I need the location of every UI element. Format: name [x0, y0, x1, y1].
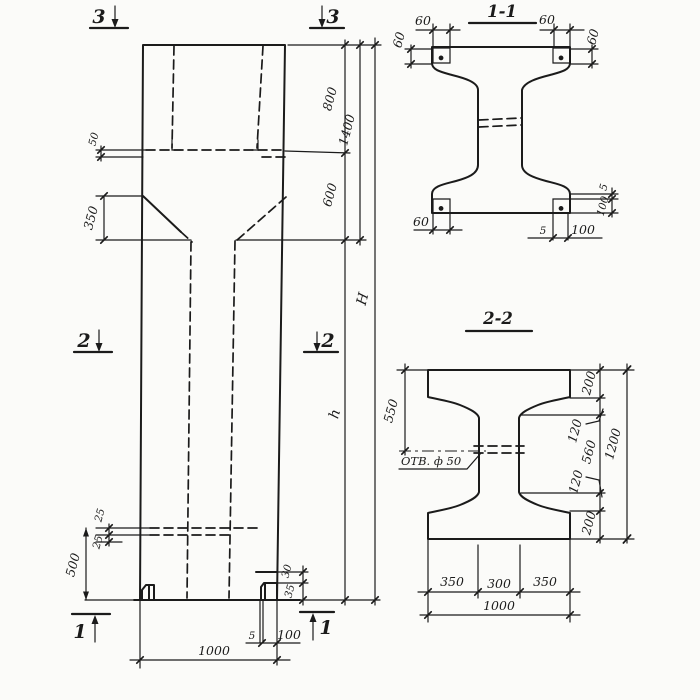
dim-550-label: 550 [380, 397, 401, 425]
section-marker-2-right: 2 [321, 330, 335, 352]
hidden-lines [146, 46, 287, 598]
dim-30-label: 30 [279, 563, 295, 580]
hole-dashes [474, 446, 524, 453]
dim-25-top-label: 25 [92, 507, 108, 524]
dim-60-bl-label: 60 [413, 214, 429, 229]
marker-underlines [72, 28, 344, 614]
dim-60-tr-side-label: 60 [583, 27, 602, 47]
dim-800-label: 800 [319, 85, 340, 113]
section-marker-3-right: 3 [326, 6, 340, 28]
dimension-lines [86, 38, 375, 605]
hole-label: ОТВ. ф 50 [401, 454, 462, 468]
dim-5-foot-label: 5 [248, 630, 256, 642]
dim-100-side-label: 100 [594, 194, 612, 218]
dim-300-label: 300 [487, 576, 511, 591]
dim-200-bottom-label: 200 [578, 509, 599, 537]
dim-50-label: 50 [86, 131, 102, 148]
column-outline [134, 45, 300, 600]
dim-600-label: 600 [319, 181, 340, 209]
embedded-plates [433, 48, 570, 213]
dim-25-bottom-label: 25 [90, 534, 106, 551]
dim-1000-label: 1000 [198, 643, 230, 658]
dim-H-label: H [353, 290, 373, 307]
column-feet [142, 572, 277, 600]
section-1-1-title: 1-1 [487, 2, 517, 21]
dim-100-foot-label: 100 [277, 627, 301, 642]
section-2-2-ticks [402, 366, 631, 618]
arrow-heads [83, 19, 326, 624]
dim-350-label: 350 [80, 204, 101, 232]
dim-35-label: 35 [282, 583, 298, 600]
dim-200-top-label: 200 [578, 369, 599, 397]
dim-5-bottom-label: 5 [539, 225, 547, 237]
section-2-2-title: 2-2 [483, 309, 513, 328]
cavity-steps [172, 140, 258, 150]
elevation-view [62, 6, 381, 668]
section-1-1 [389, 2, 618, 241]
dim-1000-section-label: 1000 [483, 598, 515, 613]
dim-h-label: h [326, 407, 345, 421]
dim-100-bottom-label: 100 [571, 222, 595, 237]
section-marker-1-right: 1 [319, 617, 333, 639]
dim-60-tr-top-label: 60 [539, 12, 555, 27]
dim-120-top-label: 120 [564, 417, 585, 445]
dim-1400-label: 1400 [335, 112, 359, 148]
anchor-dots [439, 56, 564, 211]
dim-1200-label: 1200 [601, 426, 625, 462]
dim-60-tl-top-label: 60 [415, 13, 431, 28]
dim-500-label: 500 [62, 551, 83, 579]
dim-350-left-label: 350 [440, 574, 464, 589]
dim-5-side-label: 5 [597, 182, 611, 193]
dim-120-bottom-label: 120 [565, 468, 586, 496]
section-2-2-dim-lines [397, 364, 634, 622]
section-1-1-outline [432, 47, 570, 213]
arrow-shafts [95, 6, 322, 642]
section-marker-1-left: 1 [73, 621, 87, 643]
section-marker-3-left: 3 [92, 6, 106, 28]
dim-350-right-label: 350 [533, 574, 557, 589]
dim-60-tl-side-label: 60 [389, 30, 408, 50]
section-1-1-web-dashes [479, 118, 521, 127]
section-1-1-dim-lines [405, 24, 618, 240]
section-2-2 [380, 309, 634, 622]
dim-560-label: 560 [578, 438, 599, 466]
section-marker-2-left: 2 [77, 330, 91, 352]
